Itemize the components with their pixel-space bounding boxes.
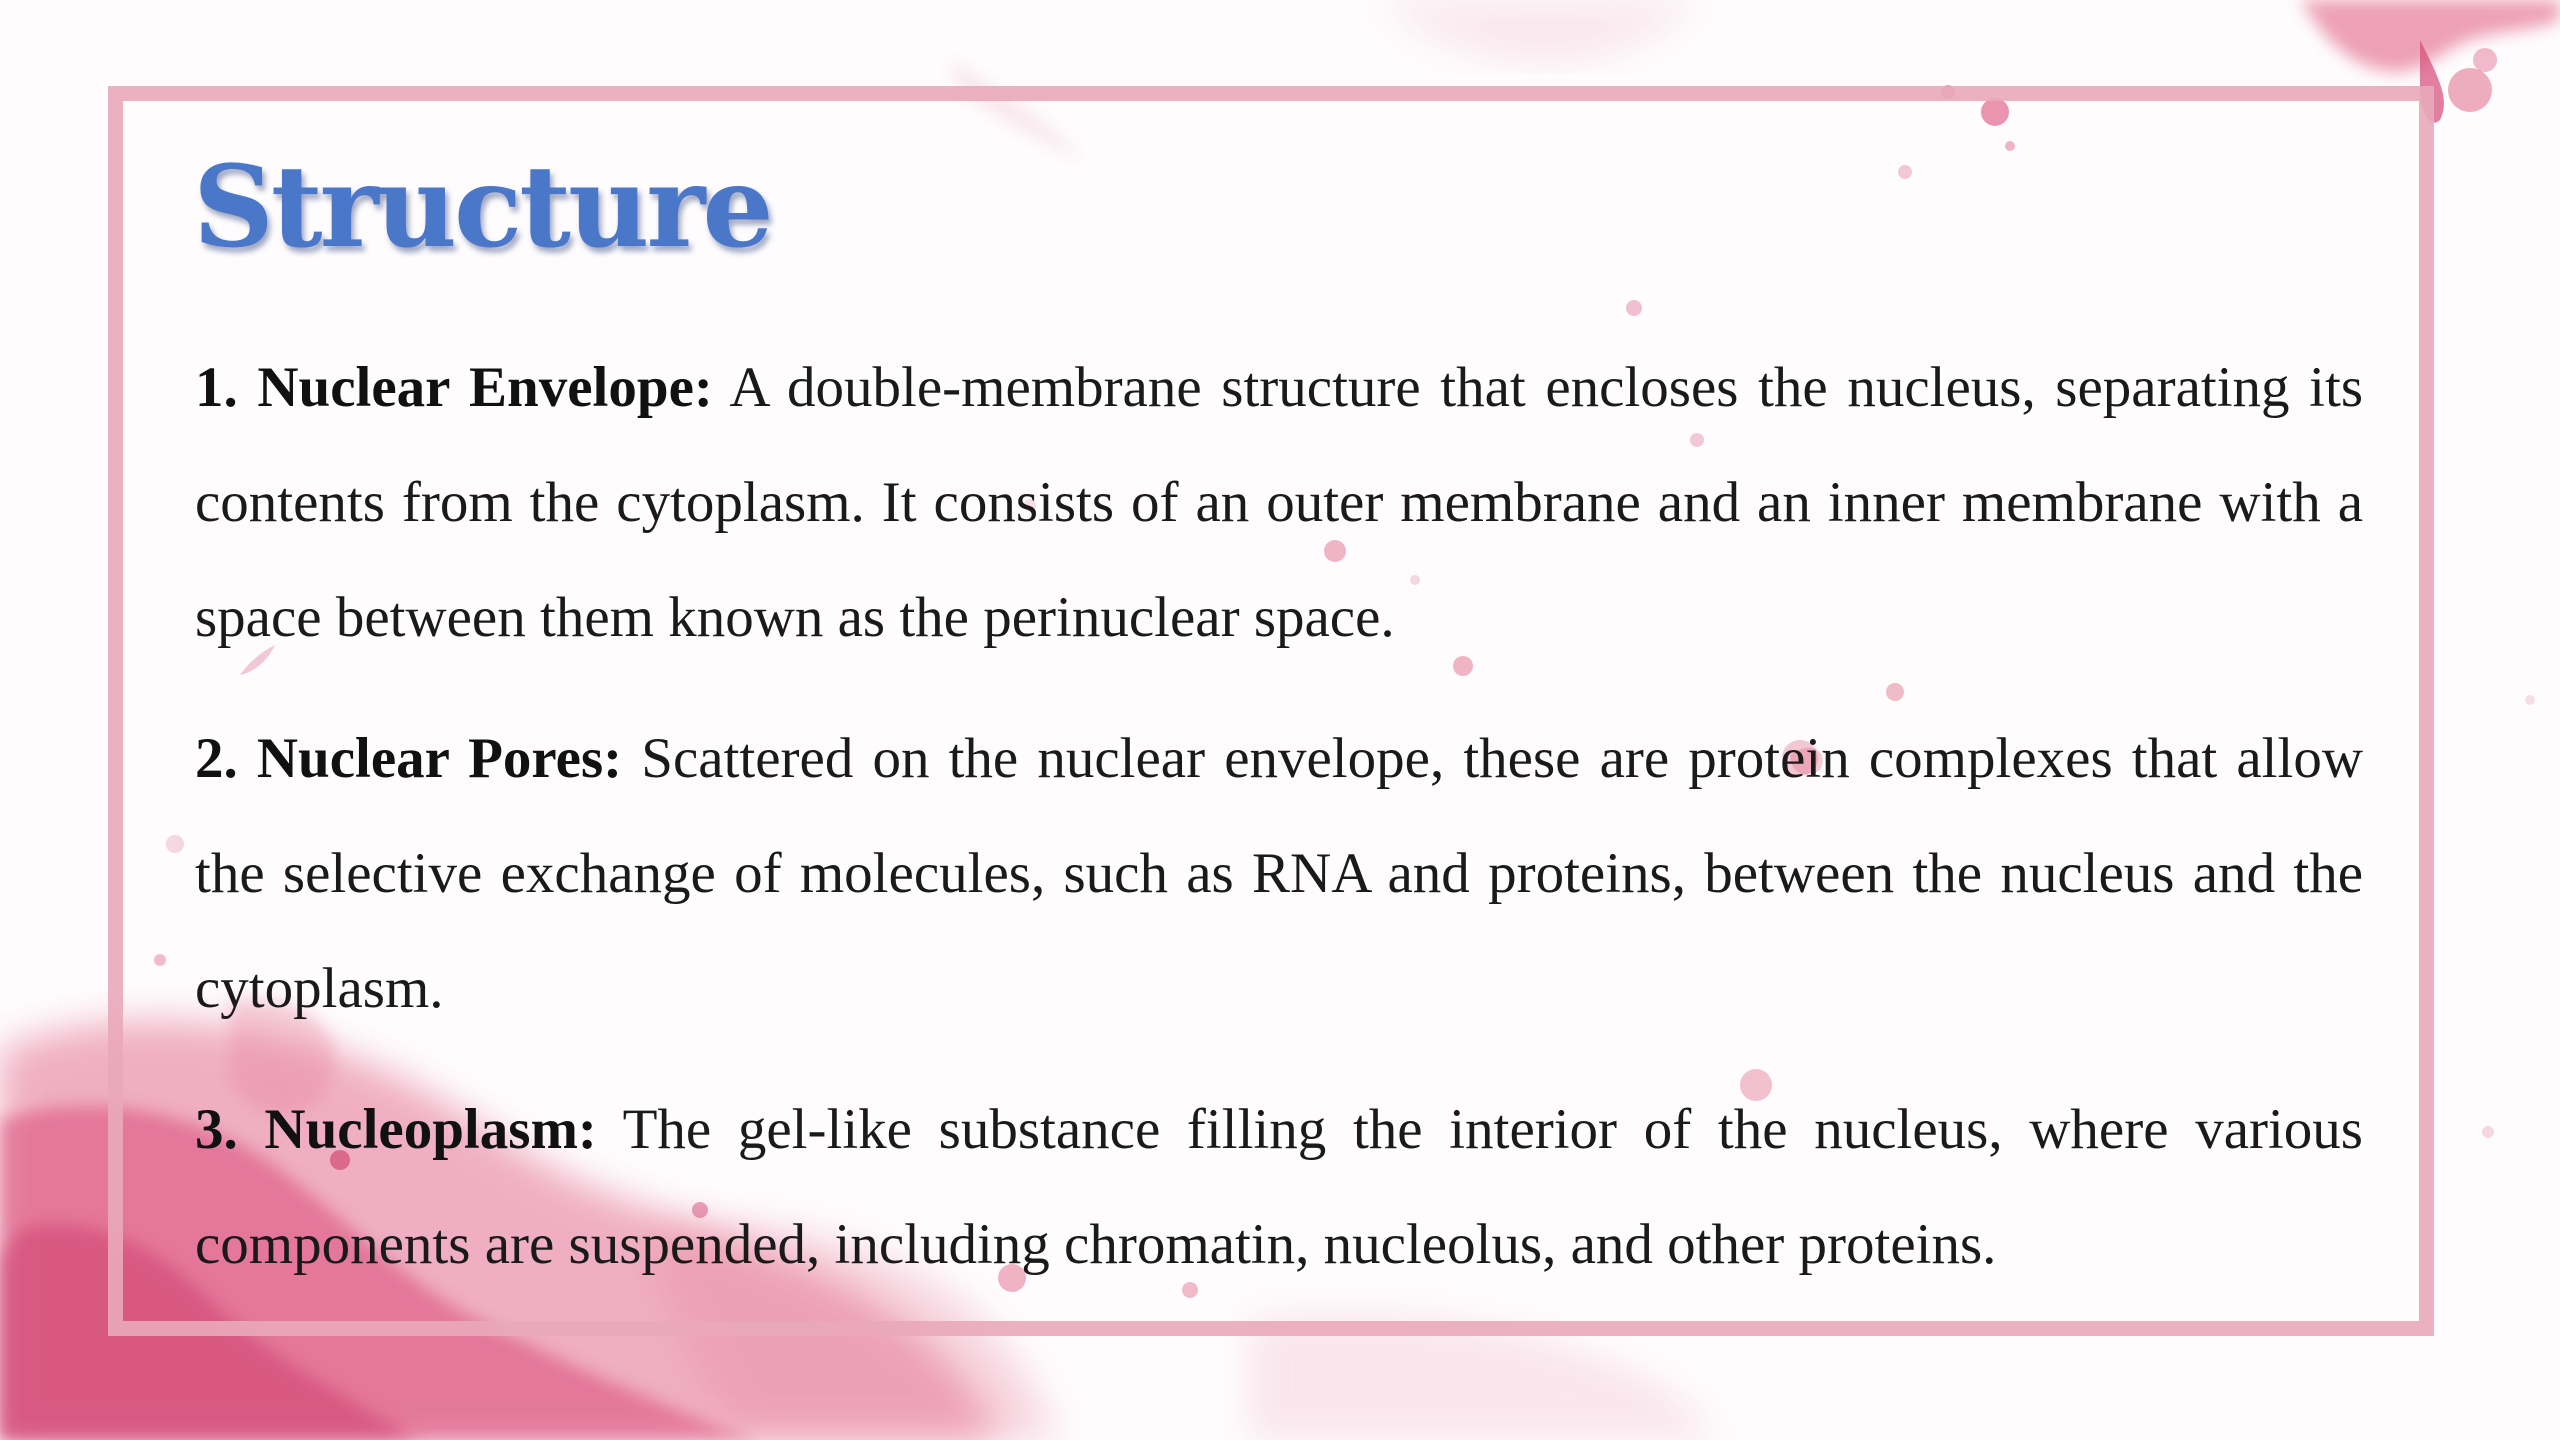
paragraph-nucleoplasm bbox=[195, 1072, 2363, 1302]
paragraph-nuclear-pores bbox=[195, 701, 2363, 1046]
paragraph-lead: 2. Nuclear Pores: bbox=[195, 727, 623, 790]
paragraph-text: Scattered on the nuclear envelope, these are protein complexes that allow the selective exchange of molecules, such as RNA and proteins, between the nucleus and the cytoplasm. bbox=[195, 727, 2363, 1020]
paragraph-lead: 1. Nuclear Envelope: bbox=[195, 356, 713, 419]
paragraph-nuclear-envelope bbox=[195, 330, 2363, 675]
paragraph-text: The gel-like substance filling the interior of the nucleus, where various components are suspended, including chromatin, nucleolus, and other proteins. bbox=[195, 1098, 2363, 1276]
slide-content bbox=[195, 330, 2363, 1328]
paragraph-lead: 3. Nucleoplasm: bbox=[195, 1098, 597, 1161]
paragraph-text: A double-membrane structure that encloses the nucleus, separating its contents from the cytoplasm. It consists of an outer membrane and an inner membrane with a space between them known as the perinuclear space. bbox=[195, 356, 2364, 649]
slide-title: Structure bbox=[193, 142, 771, 273]
